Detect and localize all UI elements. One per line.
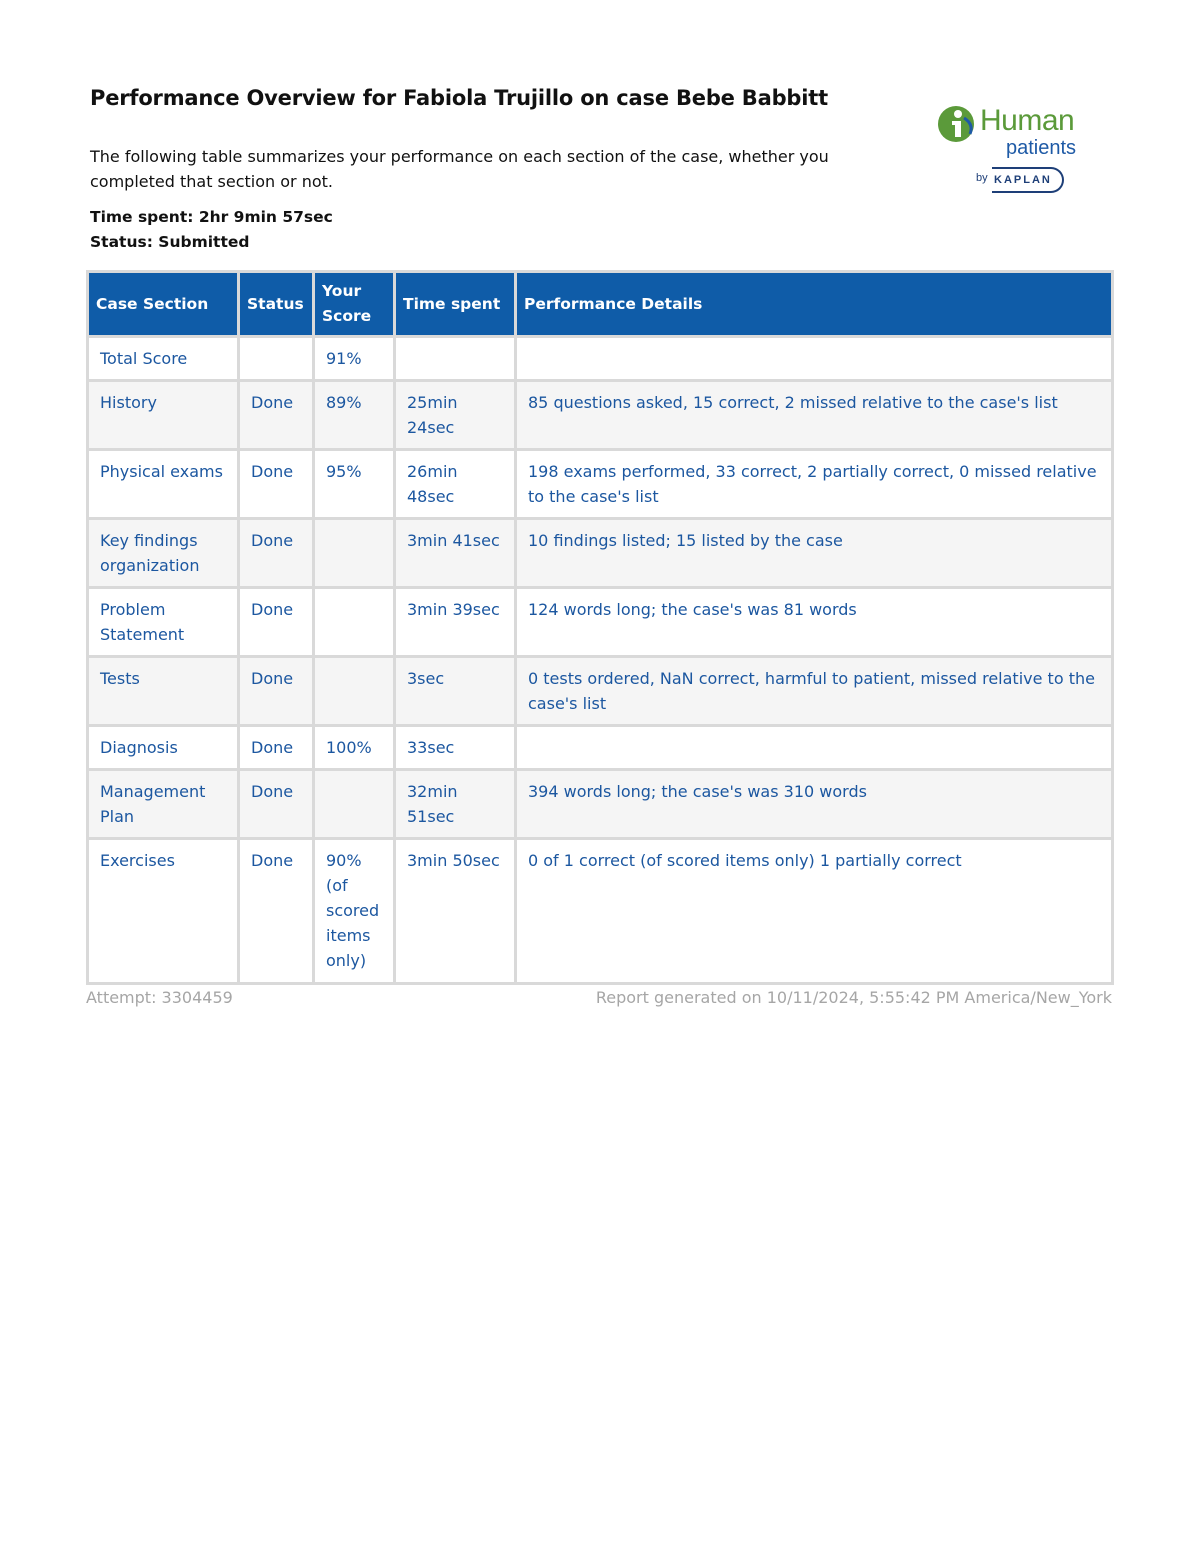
logo-by-text: by (976, 172, 988, 184)
cell-status: Done (240, 727, 312, 768)
cell-details (517, 338, 1111, 379)
intro-text: The following table summarizes your performance on each section of the case, whether you completed that section or not. (90, 147, 829, 191)
cell-status: Done (240, 658, 312, 724)
table-row (89, 727, 1111, 768)
cell-section: Tests (89, 658, 237, 724)
status-total: Status: Submitted (90, 233, 250, 251)
cell-section: Total Score (89, 338, 237, 379)
cell-score: 90% (of scored items only) (315, 840, 393, 982)
header-time-spent: Time spent (396, 273, 514, 335)
ihuman-logo (936, 104, 1112, 198)
table-row (89, 589, 1111, 655)
cell-score: 89% (315, 382, 393, 448)
cell-score: 91% (315, 338, 393, 379)
cell-status (240, 338, 312, 379)
cell-score (315, 658, 393, 724)
cell-time: 32min 51sec (396, 771, 514, 837)
logo-kaplan-text: KAPLAN (992, 167, 1064, 193)
cell-status: Done (240, 771, 312, 837)
cell-section: Physical exams (89, 451, 237, 517)
logo-sub-text: patients (1006, 137, 1077, 159)
cell-details: 0 of 1 correct (of scored items only) 1 partially correct (517, 840, 1111, 982)
cell-score: 95% (315, 451, 393, 517)
table-row (89, 840, 1111, 982)
cell-details: 198 exams performed, 33 correct, 2 partially correct, 0 missed relative to the case's list (517, 451, 1111, 517)
cell-time: 25min 24sec (396, 382, 514, 448)
table-row (89, 382, 1111, 448)
cell-time: 3min 41sec (396, 520, 514, 586)
table-row (89, 451, 1111, 517)
logo-brand-text: Human (980, 104, 1075, 137)
i-person-icon (936, 104, 980, 146)
table-row (89, 338, 1111, 379)
cell-status: Done (240, 382, 312, 448)
cell-score (315, 589, 393, 655)
cell-time: 33sec (396, 727, 514, 768)
cell-details: 85 questions asked, 15 correct, 2 missed relative to the case's list (517, 382, 1111, 448)
attempt-id: Attempt: 3304459 (86, 988, 233, 1007)
page-title: Performance Overview for Fabiola Trujillo on case Bebe Babbitt (90, 86, 828, 110)
cell-section: History (89, 382, 237, 448)
cell-time: 3min 39sec (396, 589, 514, 655)
header-your-score: Your Score (315, 273, 393, 335)
cell-time: 3min 50sec (396, 840, 514, 982)
time-spent-total: Time spent: 2hr 9min 57sec (90, 208, 333, 226)
summary-meta (90, 205, 333, 255)
cell-section: Problem Statement (89, 589, 237, 655)
cell-score (315, 520, 393, 586)
cell-time: 3sec (396, 658, 514, 724)
table-row (89, 520, 1111, 586)
cell-details (517, 727, 1111, 768)
cell-score: 100% (315, 727, 393, 768)
header-case-section: Case Section (89, 273, 237, 335)
cell-status: Done (240, 840, 312, 982)
cell-time (396, 338, 514, 379)
cell-status: Done (240, 589, 312, 655)
table-header-row (89, 273, 1111, 335)
cell-details: 394 words long; the case's was 310 words (517, 771, 1111, 837)
cell-details: 10 findings listed; 15 listed by the case (517, 520, 1111, 586)
cell-status: Done (240, 451, 312, 517)
header-performance-details: Performance Details (517, 273, 1111, 335)
cell-details: 0 tests ordered, NaN correct, harmful to patient, missed relative to the case's list (517, 658, 1111, 724)
cell-section: Exercises (89, 840, 237, 982)
table-row (89, 658, 1111, 724)
cell-section: Key findings organization (89, 520, 237, 586)
header-status: Status (240, 273, 312, 335)
cell-section: Management Plan (89, 771, 237, 837)
cell-details: 124 words long; the case's was 81 words (517, 589, 1111, 655)
report-generated: Report generated on 10/11/2024, 5:55:42 PM America/New_York (595, 988, 1112, 1007)
cell-score (315, 771, 393, 837)
cell-section: Diagnosis (89, 727, 237, 768)
table-row (89, 771, 1111, 837)
performance-table (86, 270, 1114, 985)
cell-status: Done (240, 520, 312, 586)
cell-time: 26min 48sec (396, 451, 514, 517)
